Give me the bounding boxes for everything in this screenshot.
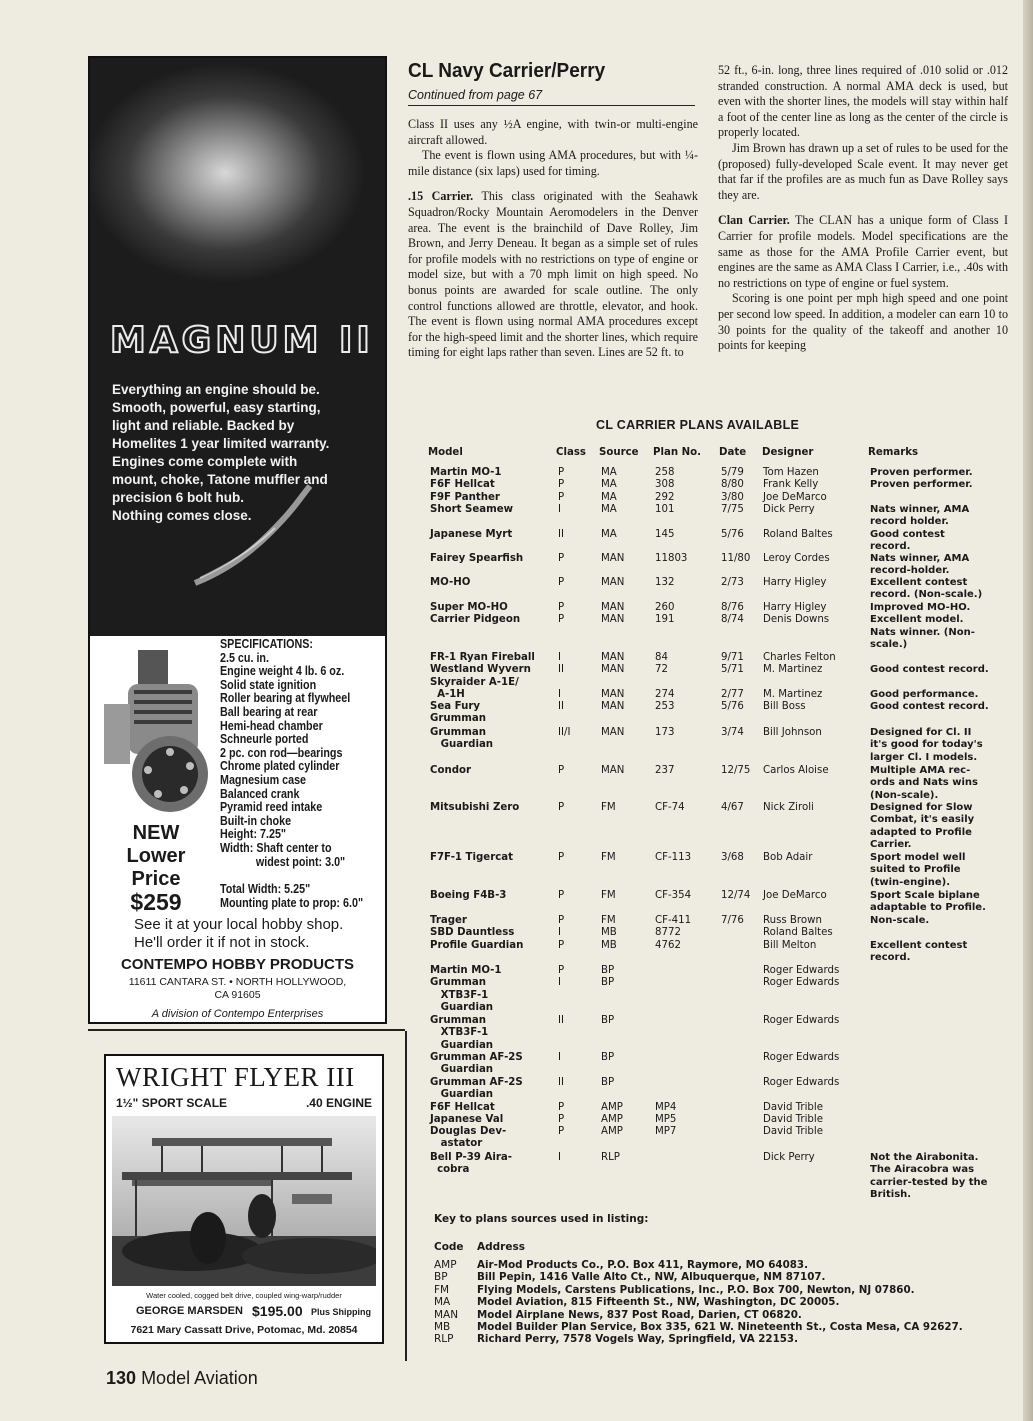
- seller-name: GEORGE MARSDEN: [136, 1305, 243, 1317]
- plan-cell-cls: P: [558, 765, 565, 776]
- magnum-title: MAGNUM II: [110, 320, 374, 361]
- plan-cell-src: MA MA MA MA: [601, 467, 617, 515]
- plan-cell-model: FR-1 Ryan Fireball Westland Wyvern Skyraider A-1E/ A-1H Sea Fury Grumman: [430, 652, 535, 725]
- key-address: Air-Mod Products Co., P.O. Box 411, Raymore, MO 64083.: [477, 1259, 808, 1271]
- plan-cell-date: 5/76: [721, 529, 744, 540]
- key-code: RLP: [434, 1333, 454, 1346]
- plan-cell-src: FM: [601, 890, 616, 901]
- column-header: Designer: [762, 447, 814, 458]
- key-code: AMP: [434, 1259, 457, 1271]
- plan-cell-des: Roger Edwards: [763, 1015, 840, 1026]
- plan-cell-cls: I: [558, 1152, 562, 1163]
- engine-photo: [98, 644, 224, 822]
- plan-cell-rem: Proven performer. Proven performer. Nats winner, AMA record holder.: [870, 467, 973, 528]
- article-paragraph: 52 ft., 6-in. long, three lines required of .010 solid or .012 stranded construction. A normal AMA deck is used, but even with the shorter lines, the models will stay within half a foot of the center line as long as the center of the circle is properly located.: [718, 63, 1008, 140]
- plan-cell-src: BP: [601, 1015, 615, 1026]
- plan-cell-date: 3/68: [721, 852, 744, 863]
- plan-cell-plan: CF-411 8772 4762: [655, 915, 692, 951]
- plan-cell-model: Grumman XTB3F-1 Guardian: [430, 1015, 494, 1051]
- wright-scale: 1½" SPORT SCALE: [116, 1096, 228, 1110]
- column-header: Date: [719, 447, 747, 458]
- vertical-rule: [405, 1031, 407, 1361]
- spec-line: Roller bearing at flywheel: [220, 691, 351, 706]
- plan-cell-model: Super MO-HO Carrier Pidgeon: [430, 602, 521, 626]
- article-paragraph: Class II uses any ½A engine, with twin-or multi-engine aircraft allowed.: [408, 117, 698, 147]
- plan-cell-date: 4/67: [721, 802, 744, 813]
- company-name: CONTEMPO HOBBY PRODUCTS: [120, 956, 355, 973]
- article-paragraph: Jim Brown has drawn up a set of rules to be used for the (proposed) fully-developed Scale event. It may never get that far if the profiles are as much fun as Dave Rolley says they are.: [718, 140, 1008, 202]
- plan-cell-src: BP: [601, 1052, 615, 1063]
- plan-cell-rem: Multiple AMA rec- ords and Nats wins (Non-scale).: [870, 765, 978, 801]
- magnum-copy: Everything an engine should be. Smooth, powerful, easy starting, light and reliable. Backed by Homelites 1 year limited warranty. Engines come complete with mount, choke, Tatone muffler and precision 6 bolt hub. Nothing comes close.: [112, 382, 330, 523]
- column-header: Class: [556, 447, 586, 458]
- title-rule: [408, 105, 695, 106]
- plan-cell-date: 8/76 8/74: [721, 602, 744, 626]
- plan-cell-cls: II/I: [558, 727, 571, 738]
- magnum-advertisement: [88, 56, 387, 1024]
- spec-line: 2.5 cu. in.: [220, 650, 269, 665]
- key-address: Richard Perry, 7578 Vogels Way, Springfield, VA 22153.: [477, 1333, 798, 1346]
- plan-cell-cls: I: [558, 1052, 562, 1063]
- plan-cell-des: Dick Perry: [763, 1152, 815, 1163]
- spec-line: Hemi-head chamber: [220, 718, 323, 733]
- page-number: 130: [106, 1368, 137, 1388]
- plan-cell-rem: Sport Scale biplane adaptable to Profile.: [870, 890, 986, 914]
- plan-cell-model: Grumman AF-2S Guardian F6F Hellcat Japanese Val Douglas Dev- astator: [430, 1077, 523, 1150]
- plan-cell-rem: Not the Airabonita. The Airacobra was carrier-tested by the British.: [870, 1152, 988, 1200]
- hobby-shop-cta: See it at your local hobby shop. He'll order it if not in stock.: [134, 916, 344, 951]
- spec-line: Schneurle ported: [220, 732, 309, 747]
- plan-cell-model: Boeing F4B-3: [430, 890, 507, 901]
- lower-label: Lower: [126, 845, 186, 867]
- plan-cell-rem: Designed for Slow Combat, it's easily adapted to Profile Carrier.: [870, 802, 975, 850]
- column-header: Source: [599, 447, 639, 458]
- plan-cell-model: F7F-1 Tigercat: [430, 852, 514, 863]
- price-value: $259: [130, 889, 182, 915]
- plan-cell-cls: II: [558, 1015, 565, 1026]
- plan-cell-model: Condor: [430, 765, 472, 776]
- spec-line: Magnesium case: [220, 772, 307, 787]
- paragraph-lead: Clan Carrier.: [718, 213, 790, 228]
- wright-flyer-advertisement: [104, 1054, 384, 1344]
- spec-line: 2 pc. con rod—bearings: [220, 745, 343, 760]
- plan-cell-src: MAN: [601, 553, 625, 564]
- plan-cell-model: Trager SBD Dauntless Profile Guardian: [430, 915, 524, 951]
- plan-cell-cls: P: [558, 802, 565, 813]
- plan-cell-cls: P: [558, 553, 565, 564]
- article-paragraph: Clan Carrier. The CLAN has a unique form of Class I Carrier for profile models. Model specifications are the same as those for the AMA Profile Carrier event, but engines are the same as AMA Class I Carrier, i.e., .40s with no restrictions on type of engine or fuel system.: [718, 213, 1008, 290]
- plan-cell-des: Harry Higley: [763, 577, 827, 588]
- plan-cell-plan: 145: [655, 529, 675, 540]
- wright-price: $195.00: [252, 1303, 303, 1319]
- spec-line: SPECIFICATIONS:: [220, 637, 313, 651]
- plan-cell-src: BP BP: [601, 965, 615, 989]
- plan-cell-src: MAN: [601, 577, 625, 588]
- key-title: Key to plans sources used in listing:: [434, 1213, 649, 1225]
- plan-cell-des: Bob Adair: [763, 852, 813, 863]
- plan-cell-rem: Nats winner, AMA record-holder.: [870, 553, 970, 577]
- plan-cell-des: Bill Johnson: [763, 727, 822, 738]
- plan-cell-model: Mitsubishi Zero: [430, 802, 520, 813]
- key-code: BP: [434, 1271, 448, 1284]
- key-address: Flying Models, Carstens Publications, Inc., P.O. Box 700, Newton, NJ 07860.: [477, 1283, 915, 1296]
- seller-address: 7621 Mary Cassatt Drive, Potomac, Md. 20854: [130, 1324, 358, 1336]
- plan-cell-plan: 237: [655, 765, 675, 776]
- spec-line: Chrome plated cylinder: [220, 759, 340, 774]
- wright-caption: Water cooled, cogged belt drive, coupled wing-warp/rudder: [146, 1291, 342, 1300]
- key-code-header: Code: [434, 1241, 464, 1253]
- plan-cell-plan: 260 191: [655, 602, 675, 626]
- page-folio: [106, 1368, 258, 1389]
- plan-cell-rem: Excellent contest record. (Non-scale.): [870, 577, 983, 601]
- plan-cell-cls: P P P I: [558, 467, 565, 515]
- plan-cell-src: MAN: [601, 765, 625, 776]
- plan-cell-model: Martin MO-1 F6F Hellcat F9F Panther Short Seamew: [430, 467, 514, 515]
- plan-cell-rem: Non-scale. Excellent contest record.: [870, 915, 968, 963]
- spec-line: widest point: 3.0": [220, 854, 346, 869]
- article-paragraph: .15 Carrier. This class originated with the Seahawk Squadron/Rocky Mountain Aeromodelers in the Denver area. The event is the brainchild of Dave Rolley, Jim Brown, and Jerry Deneau. It began as a simple set of rules for profile models with no restrictions on type of engine or model size, but with a 70 mph limit on high speed. No bonus points are awarded for scale outline. The only control functions allowed are throttle, elevator, and hook. The event is flown using normal AMA procedures except for the high-speed limit and the shorter lines, which require timing for eight laps rather than seven. Lines are 52 ft. to: [408, 189, 698, 360]
- plan-cell-date: 5/79 8/80 3/80 7/75: [721, 467, 744, 515]
- spec-line: Ball bearing at rear: [220, 704, 318, 719]
- key-address: Model Aviation, 815 Fifteenth St., NW, Washington, DC 20005.: [477, 1296, 840, 1309]
- engine-specifications: [220, 638, 362, 869]
- column-header: Plan No.: [653, 447, 702, 458]
- plan-cell-rem: Designed for Cl. II it's good for today's larger Cl. I models.: [870, 727, 983, 763]
- plan-cell-des: Joe DeMarco: [763, 890, 827, 901]
- plan-cell-cls: I II I II: [558, 652, 565, 713]
- plan-cell-des: Tom Hazen Frank Kelly Joe DeMarco Dick Perry: [763, 467, 827, 515]
- plan-cell-cls: P I: [558, 965, 565, 989]
- plan-cell-cls: P P: [558, 602, 565, 626]
- paragraph-lead: .15 Carrier.: [408, 189, 474, 204]
- company-address: 11611 CANTARA ST. • NORTH HOLLYWOOD, CA 91605: [128, 976, 347, 1001]
- plan-cell-cls: P: [558, 890, 565, 901]
- plan-cell-des: Carlos Aloise: [763, 765, 829, 776]
- spec-line: Solid state ignition: [220, 677, 317, 692]
- plan-cell-plan: CF-74: [655, 802, 685, 813]
- article-title: CL Navy Carrier/Perry: [408, 60, 606, 82]
- new-price-badge: [116, 822, 196, 914]
- plan-cell-src: RLP: [601, 1152, 620, 1163]
- key-code: MA: [434, 1296, 451, 1309]
- key-address: Bill Pepin, 1416 Valle Alto Ct., NW, Albuquerque, NM 87107.: [477, 1271, 826, 1284]
- plan-cell-model: Japanese Myrt: [430, 529, 513, 540]
- plan-cell-plan: 84 72 274 253: [655, 652, 675, 713]
- plans-table-title: CL CARRIER PLANS AVAILABLE: [596, 418, 800, 432]
- plan-cell-plan: CF-354: [655, 890, 692, 901]
- article-paragraph: The event is flown using AMA procedures, but with ¼-mile distance (six laps) used for timing.: [408, 148, 698, 178]
- plan-cell-des: Charles Felton M. Martinez M. Martinez Bill Boss: [763, 652, 836, 713]
- plan-cell-date: 7/76: [721, 915, 744, 926]
- spec-line: Engine weight 4 lb. 6 oz.: [220, 664, 345, 679]
- plan-cell-plan: 173: [655, 727, 675, 738]
- plan-cell-date: 12/75: [721, 765, 751, 776]
- column-header: Remarks: [868, 447, 919, 458]
- plan-cell-model: MO-HO: [430, 577, 471, 588]
- wright-engine: .40 ENGINE: [305, 1096, 372, 1110]
- plan-cell-des: Nick Ziroli: [763, 802, 814, 813]
- plan-cell-date: 2/73: [721, 577, 744, 588]
- new-label: NEW: [132, 822, 180, 844]
- plan-cell-des: Leroy Cordes: [763, 553, 830, 564]
- biplane-photo: [112, 1116, 376, 1286]
- plan-cell-plan: 258 308 292 101: [655, 467, 675, 515]
- plan-cell-cls: II: [558, 529, 565, 540]
- plan-cell-src: MAN MAN: [601, 602, 625, 626]
- plan-cell-date: 3/74: [721, 727, 744, 738]
- spec-line: Height: 7.25": [220, 827, 287, 842]
- page-edge: [1023, 0, 1033, 1421]
- company-division: A division of Contempo Enterprises: [151, 1008, 324, 1020]
- article-column-1: [408, 117, 698, 361]
- plan-cell-cls: P I P: [558, 915, 565, 951]
- plan-cell-rem: Good contest record. Good performance. Good contest record.: [870, 664, 989, 713]
- plan-cell-rem: Good contest record.: [870, 529, 945, 553]
- plan-cell-model: Grumman AF-2S Guardian: [430, 1052, 523, 1076]
- plan-cell-date: 11/80: [721, 553, 751, 564]
- plan-cell-plan: MP4 MP5 MP7: [655, 1101, 677, 1138]
- spec-line: Built-in choke: [220, 813, 292, 828]
- plan-cell-src: MAN: [601, 727, 625, 738]
- plan-cell-des: Roland Baltes: [763, 529, 833, 540]
- plan-cell-plan: CF-113: [655, 852, 692, 863]
- plan-cell-des: Roger Edwards Roger Edwards: [763, 965, 840, 989]
- key-address: Model Airplane News, 837 Post Road, Darien, CT 06820.: [477, 1308, 802, 1321]
- spec-line: Pyramid reed intake: [220, 800, 323, 815]
- plan-cell-date: 9/71 5/71 2/77 5/76: [721, 652, 744, 713]
- key-address: Model Builder Plan Service, Box 335, 621 W. Nineteenth St., Costa Mesa, CA 92627.: [477, 1321, 963, 1333]
- plan-cell-model: Fairey Spearfish: [430, 553, 524, 564]
- price-word: Price: [131, 868, 181, 890]
- article-column-2: [718, 63, 1008, 354]
- spec-line: Balanced crank: [220, 786, 300, 801]
- plan-cell-cls: II P P P: [558, 1077, 565, 1138]
- plan-cell-des: Roger Edwards David Trible David Trible David Trible: [763, 1077, 840, 1138]
- plan-cell-src: FM: [601, 802, 616, 813]
- plan-cell-des: Russ Brown Roland Baltes Bill Melton: [763, 915, 833, 951]
- plan-cell-cls: P: [558, 852, 565, 863]
- plan-cell-src: BP AMP AMP AMP: [601, 1077, 623, 1138]
- plan-cell-src: FM MB MB: [601, 915, 617, 951]
- plan-cell-rem: Improved MO-HO. Excellent model. Nats winner. (Non- scale.): [870, 602, 975, 650]
- plan-cell-des: Harry Higley Denis Downs: [763, 602, 830, 626]
- key-code: FM: [434, 1283, 450, 1296]
- continued-note: Continued from page 67: [408, 88, 543, 102]
- wright-title: WRIGHT FLYER III: [116, 1062, 355, 1092]
- plan-cell-src: MAN MAN MAN MAN: [601, 652, 625, 713]
- plan-cell-model: Bell P-39 Aira- cobra: [430, 1152, 512, 1176]
- wright-shipping: Plus Shipping: [311, 1307, 371, 1317]
- plan-cell-des: Roger Edwards: [763, 1052, 840, 1063]
- plan-cell-src: MA: [601, 529, 617, 540]
- plan-cell-model: Grumman Guardian: [430, 727, 494, 751]
- horizontal-rule: [88, 1029, 405, 1031]
- total-width-spec: Total Width: 5.25" Mounting plate to prop: 6.0": [220, 882, 364, 910]
- plan-cell-plan: 132: [655, 577, 675, 588]
- article-paragraph: Scoring is one point per mph high speed and one point per second low speed. In addition, a modeler can earn 10 to 30 points for the quality of the takeoff and another 10 points for keeping: [718, 291, 1008, 353]
- spec-line: Width: Shaft center to: [220, 840, 332, 855]
- plan-cell-plan: 11803: [655, 553, 688, 564]
- key-code: MAN: [434, 1308, 459, 1321]
- plan-cell-cls: P: [558, 577, 565, 588]
- column-header: Model: [428, 447, 463, 458]
- magazine-name: Model Aviation: [141, 1368, 258, 1388]
- key-code: MB: [434, 1321, 451, 1333]
- key-address-header: Address: [477, 1241, 525, 1253]
- plan-cell-rem: Sport model well suited to Profile (twin-engine).: [870, 852, 966, 888]
- plan-cell-date: 12/74: [721, 890, 751, 901]
- plan-cell-src: FM: [601, 852, 616, 863]
- plan-cell-model: Martin MO-1 Grumman XTB3F-1 Guardian: [430, 965, 502, 1013]
